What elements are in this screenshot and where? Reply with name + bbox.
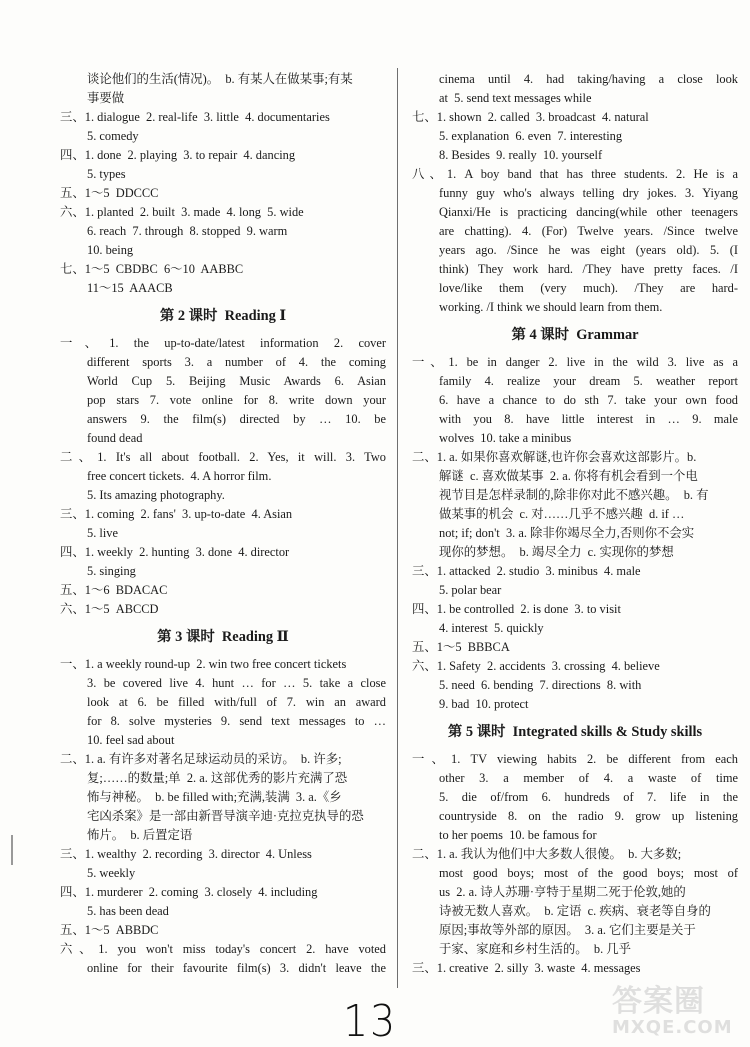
answer-line: 5. comedy xyxy=(87,129,139,143)
right-answer-column xyxy=(412,70,738,978)
answer-line: 五、1～5 BBBCA xyxy=(412,640,510,654)
answer-line: 视节目是怎样录制的,除非你对此不感兴趣。 b. 有 xyxy=(439,488,709,502)
answer-line: 5. polar bear xyxy=(439,583,502,597)
answer-line: other 3. a member of 4. a waste of time xyxy=(439,771,738,785)
answer-line: 六、1. planted 2. built 3. made 4. long 5. wide xyxy=(60,205,304,219)
answer-line: 五、1～6 BDACAC xyxy=(60,583,168,597)
answer-line: years ago. /Since he was eight (years old). 5. (I xyxy=(439,243,738,257)
answer-line: 事要做 xyxy=(87,91,125,105)
answer-line: for 8. solve mysteries 9. send text messages to … xyxy=(87,714,386,728)
margin-mark xyxy=(11,835,13,865)
answer-line: think) They work hard. /They have pretty faces. /I xyxy=(439,262,738,276)
answer-line: 5. live xyxy=(87,526,118,540)
answer-line: most good boys; most of the good boys; most of xyxy=(439,866,738,880)
answer-line: not; if; don't 3. a. 除非你竭尽全力,否则你不会实 xyxy=(439,526,695,540)
answer-line: free concert tickets. 4. A horror film. xyxy=(87,469,272,483)
answer-line: 5. die of/from 6. hundreds of 7. life in the xyxy=(439,790,738,804)
answer-line: 一、1. a weekly round-up 2. win two free concert tickets xyxy=(60,657,347,671)
answer-line: cinema until 4. had taking/having a close look xyxy=(439,72,738,86)
answer-line: 5. types xyxy=(87,167,126,181)
answer-line: 复;……的数量;单 2. a. 这部优秀的影片充满了恐 xyxy=(87,771,348,785)
watermark-url: MXQE.COM xyxy=(612,1017,733,1038)
answer-line: to her poems 10. be famous for xyxy=(439,828,597,842)
lesson-heading: 第 2 课时 Reading Ⅰ xyxy=(159,308,287,324)
answer-line: 10. being xyxy=(87,243,134,257)
answer-line: 做某事的机会 c. 对……几乎不感兴趣 d. if … xyxy=(439,507,685,521)
answer-line: 五、1～5 ABBDC xyxy=(60,923,159,937)
answer-line: 六、1. Safety 2. accidents 3. crossing 4. believe xyxy=(412,659,660,673)
answer-line: 宅凶杀案》是一部由新晋导演辛迪·克拉克执导的恐 xyxy=(87,809,364,823)
answer-line: 怖片。 b. 后置定语 xyxy=(87,828,193,842)
lesson-heading: 第 5 课时 Integrated skills & Study skills xyxy=(447,724,703,740)
answer-line: 5. singing xyxy=(87,564,136,578)
answer-line: 二、1. a. 有许多对著名足球运动员的采访。 b. 许多; xyxy=(60,752,342,766)
answer-line: 3. be covered live 4. hunt … for … 5. take a close xyxy=(87,676,386,690)
answer-line: pop stars 7. vote online for 8. write down your xyxy=(87,393,386,407)
answer-line: answers 9. the film(s) directed by … 10. be xyxy=(87,412,386,426)
answer-line: 谈论他们的生活(情况)。 b. 有某人在做某事;有某 xyxy=(87,72,353,86)
answer-line: with you 8. have little interest in … 9. male xyxy=(439,412,738,426)
answer-line: 二、1. It's all about football. 2. Yes, it will. 3. Two xyxy=(60,450,386,464)
answer-line: 现你的梦想。 b. 竭尽全力 c. 实现你的梦想 xyxy=(439,545,674,559)
answer-line: 11～15 AAACB xyxy=(87,281,173,295)
answer-line: 二、1. a. 如果你喜欢解谜,也许你会喜欢这部影片。b. xyxy=(412,450,697,464)
answer-line: 一、1. TV viewing habits 2. be different from each xyxy=(412,752,738,766)
answer-line: online for their favourite film(s) 3. didn't leave the xyxy=(87,961,386,975)
answer-line: 8. Besides 9. really 10. yourself xyxy=(439,148,603,162)
answer-line: 于家、家庭和乡村生活的。 b. 几乎 xyxy=(439,942,632,956)
left-answer-column xyxy=(60,70,386,978)
answer-line: 一、1. the up-to-date/latest information 2. cover xyxy=(60,336,386,350)
answer-line: 八、1. A boy band that has three students. 2. He is a xyxy=(412,167,738,181)
answer-line: 9. bad 10. protect xyxy=(439,697,529,711)
column-divider xyxy=(397,68,398,988)
answer-line: Qianxi/He is practicing dancing(while other teenagers xyxy=(439,205,738,219)
answer-line: us 2. a. 诗人苏珊·亨特于星期二死于伦敦,她的 xyxy=(439,885,686,899)
answer-line: countryside 8. on the radio 9. grow up listening xyxy=(439,809,738,823)
answer-line: 6. reach 7. through 8. stopped 9. warm xyxy=(87,224,288,238)
answer-line: 10. feel sad about xyxy=(87,733,175,747)
answer-line: at 5. send text messages while xyxy=(439,91,592,105)
watermark-chinese: 答案圈 xyxy=(612,984,705,1019)
answer-line: 4. interest 5. quickly xyxy=(439,621,544,635)
answer-line: 5. explanation 6. even 7. interesting xyxy=(439,129,623,143)
answer-line: 二、1. a. 我认为他们中大多数人很傻。 b. 大多数; xyxy=(412,847,682,861)
answer-line: 七、1. shown 2. called 3. broadcast 4. natural xyxy=(412,110,649,124)
answer-line: 三、1. creative 2. silly 3. waste 4. messages xyxy=(412,961,641,975)
page-number: 13 xyxy=(343,996,397,1047)
answer-line: 原因;事故等外部的原因。 3. a. 它们主要是关于 xyxy=(439,923,696,937)
answer-line: are chatting). 4. (For) Twelve years. /Since twelve xyxy=(439,224,738,238)
answer-line: 5. has been dead xyxy=(87,904,169,918)
answer-line: 七、1～5 CBDBC 6～10 AABBC xyxy=(60,262,244,276)
answer-line: 六、1～5 ABCCD xyxy=(60,602,159,616)
answer-line: 一、1. be in danger 2. live in the wild 3. live as a xyxy=(412,355,738,369)
answer-line: 诗被无数人喜欢。 b. 定语 c. 疾病、衰老等自身的 xyxy=(439,904,711,918)
answer-line: working. /I think we should learn from them. xyxy=(439,300,663,314)
answer-line: 五、1～5 DDCCC xyxy=(60,186,159,200)
answer-line: different sports 3. a number of 4. the coming xyxy=(87,355,386,369)
lesson-heading: 第 3 课时 Reading Ⅱ xyxy=(157,629,289,645)
answer-line: 5. Its amazing photography. xyxy=(87,488,225,502)
answer-line: 5. need 6. bending 7. directions 8. with xyxy=(439,678,642,692)
answer-line: 5. weekly xyxy=(87,866,136,880)
answer-line: 三、1. dialogue 2. real-life 3. little 4. documentaries xyxy=(60,110,330,124)
answer-line: 四、1. weekly 2. hunting 3. done 4. director xyxy=(60,545,290,559)
watermark-logo xyxy=(612,985,742,1045)
answer-line: 六、1. you won't miss today's concert 2. have voted xyxy=(60,942,386,956)
answer-line: wolves 10. take a minibus xyxy=(439,431,572,445)
answer-line: 解谜 c. 喜欢做某事 2. a. 你将有机会看到一个电 xyxy=(439,469,698,483)
lesson-heading: 第 4 课时 Grammar xyxy=(511,327,639,343)
answer-line: funny guy who's always telling dry jokes. 3. Yiyang xyxy=(439,186,738,200)
answer-line: 三、1. coming 2. fans' 3. up-to-date 4. Asian xyxy=(60,507,293,521)
answer-line: World Cup 5. Beijing Music Awards 6. Asian xyxy=(87,374,386,388)
answer-line: love/like them (very much). /They are hard- xyxy=(439,281,738,295)
answer-line: found dead xyxy=(87,431,143,445)
answer-line: 怖与神秘。 b. be filled with;充满,装满 3. a.《乡 xyxy=(87,790,342,804)
answer-line: 三、1. wealthy 2. recording 3. director 4. Unless xyxy=(60,847,312,861)
answer-line: 四、1. murderer 2. coming 3. closely 4. including xyxy=(60,885,318,899)
answer-line: 四、1. done 2. playing 3. to repair 4. dancing xyxy=(60,148,296,162)
answer-line: family 4. realize your dream 5. weather report xyxy=(439,374,738,388)
answer-line: 四、1. be controlled 2. is done 3. to visit xyxy=(412,602,621,616)
answer-line: look at 6. be filled with/full of 7. win an award xyxy=(87,695,386,709)
answer-line: 三、1. attacked 2. studio 3. minibus 4. male xyxy=(412,564,641,578)
answer-line: 6. have a chance to do sth 7. take your own food xyxy=(439,393,738,407)
